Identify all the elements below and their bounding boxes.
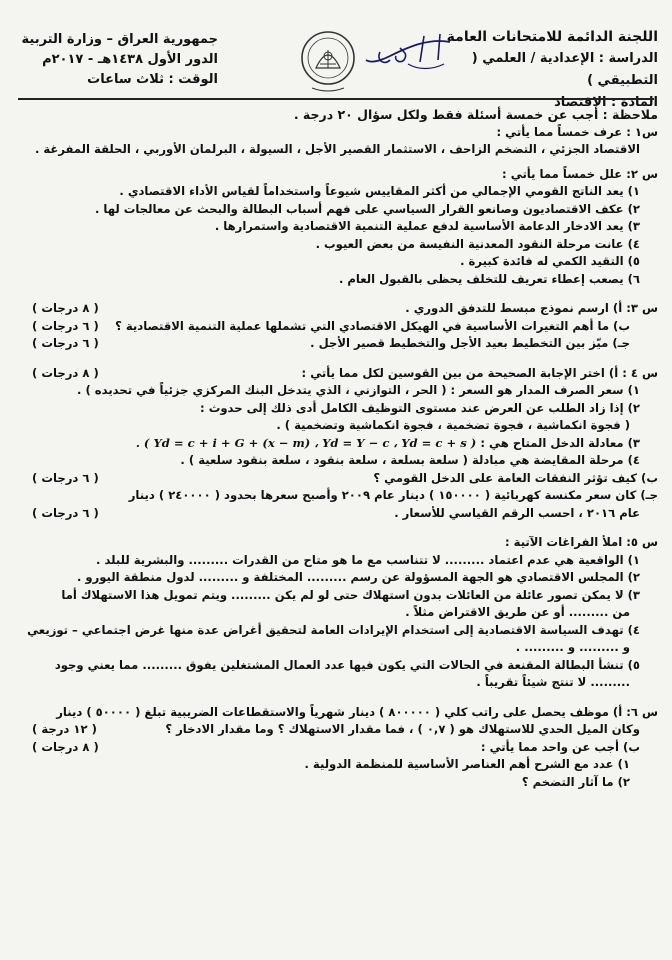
q5-line: ٥) تنشأ البطالة المقنعة في الحالات التي يكون فيها عدد العمال المشتغلين يفوق ......... مما يعني وجود xyxy=(54,657,640,672)
exam-body xyxy=(14,106,658,791)
q6-part-a-marks: ( ١٢ درجة ) xyxy=(32,722,97,736)
q2-item: ١) يعد الناتج القومي الإجمالي من أكثر المقاييس شيوعاً واستخداماً لقياس الأداء الاقتصادي . xyxy=(119,184,640,198)
q1-terms: الاقتصاد الجزئي ، التضخم الزاحف ، الاستثمار القصير الأجل ، السيولة ، البرلمان الأوربي ، الحلقة المفرغة . xyxy=(34,142,640,156)
ministry-seal-icon xyxy=(298,28,358,94)
q6-part-b-marks: ( ٨ درجات ) xyxy=(32,739,99,754)
q5-line: ١) الواقعية هي عدم اعتماد ......... لا تتناسب مع ما هو متاح من القدرات ......... والبشرية للبلد . xyxy=(96,552,640,567)
q4-item-2-options: ( فجوة انكماشية ، فجوة تضخمية ، فجوة انكماشية وتضخمية ) . xyxy=(276,418,630,432)
round-line: الدور الأول ١٤٣٨هـ - ٢٠١٧م xyxy=(42,52,218,67)
q4-part-c-line2 xyxy=(14,505,658,523)
q4-item-1: ١) سعر الصرف المدار هو السعر : ( الحر ، التوازني ، الذي يتدخل البنك المركزي جزئياً في تحديده ) . xyxy=(77,383,640,397)
q4-item-3-text: ٣) معادلة الدخل المتاح هي : xyxy=(480,435,640,450)
q6-part-a-line1: س ٦: أ) موظف يحصل على راتب كلي ( ٨٠٠٠٠٠ ) دينار شهرياً والاستقطاعات الضريبية تبلغ ( ٥٠٠٠٠ ) دينار xyxy=(56,704,658,719)
q3-part-b xyxy=(14,318,658,336)
q2-item: ٥) التقيد الكمي له فائدة كبيرة . xyxy=(460,254,640,268)
q4-item-3 xyxy=(14,435,658,453)
q6-part-b-item-2: ٢) ما آثار التضخم ؟ xyxy=(521,774,630,789)
header-divider xyxy=(18,98,654,100)
q2-item: ٦) يصعب إعطاء تعريف للتخلف يحظى بالقبول العام . xyxy=(338,271,640,286)
q3-part-c xyxy=(14,335,658,353)
q6-part-a-line2 xyxy=(14,721,658,739)
q3-part-c-marks: ( ٦ درجات ) xyxy=(32,336,99,350)
q4-part-c-line1: جـ) كان سعر مكنسة كهربائية ( ١٥٠٠٠٠ ) دينار عام ٢٠٠٩ وأصبح سعرها بحدود ( ٢٤٠٠٠٠ ) دينار xyxy=(128,488,658,502)
q3-part-b-marks: ( ٦ درجات ) xyxy=(32,318,99,333)
q6-part-b xyxy=(14,739,658,757)
q5-line: ٤) تهدف السياسة الاقتصادية إلى استخدام الإيرادات العامة لتحقيق أغراض عدة منها غرض اجتماعي – توزيعي xyxy=(27,622,640,637)
q4-part-b-marks: ( ٦ درجات ) xyxy=(32,470,99,485)
subject-line: المادة : الاقتصاد xyxy=(554,95,658,110)
q6-part-b-text: ب) أجب عن واحد مما يأتي : xyxy=(480,739,640,754)
q5-line: ٣) لا يمكن تصور عائلة من العائلات بدون استهلاك حتى لو لم يكن ......... ويتم تمويل هذا الاستهلاك أما xyxy=(61,587,640,602)
republic-line: جمهورية العراق – وزارة التربية xyxy=(21,32,218,47)
q4-part-c-text: عام ٢٠١٦ ، احسب الرقم القياسي للأسعار . xyxy=(394,505,640,520)
q6-part-a-text: وكان الميل الحدي للاستهلاك هو ( ٠,٧ ) ، فما مقدار الاستهلاك ؟ وما مقدار الادخار ؟ xyxy=(165,722,640,736)
handwritten-mark xyxy=(360,30,460,74)
q2-title: س ٢: علل خمساً مما يأتي : xyxy=(502,166,658,181)
header-left xyxy=(18,30,218,90)
q4-title-marks: ( ٨ درجات ) xyxy=(32,365,99,380)
q3-part-c-text: جـ) ميّز بين التخطيط بعيد الأجل والتخطيط قصير الأجل . xyxy=(310,336,630,350)
q4-part-b-text: ب) كيف تؤثر النفقات العامة على الدخل القومي ؟ xyxy=(373,470,658,485)
q3-part-a-marks: ( ٨ درجات ) xyxy=(32,301,99,315)
study-line: الدراسة : الإعدادية / العلمي ( التطبيقي ) xyxy=(471,51,658,88)
q2-item: ٢) عكف الاقتصاديون وصانعو القرار السياسي على فهم أسباب البطالة والبحث عن معالجات لها . xyxy=(94,201,640,216)
q4-title: س ٤ : أ) اختر الإجابة الصحيحة من بين القوسين لكل مما يأتي : xyxy=(301,365,658,380)
q3-part-a-text: س ٣: أ) ارسم نموذج مبسط للتدفق الدوري . xyxy=(405,301,658,315)
committee-title: اللجنة الدائمة للامتحانات العامة xyxy=(446,29,658,45)
q4-item-4: ٤) مرحلة المقايضة هي مبادلة ( سلعة بسلعة ، سلعة بنقود ، سلعة بنقود سلعية ) . xyxy=(180,453,640,467)
q4-item-2: ٢) إذا زاد الطلب عن العرض عند مستوى التوظيف الكامل أدى ذلك إلى حدوث : xyxy=(200,400,640,415)
exam-note: ملاحظة : أجب عن خمسة أسئلة فقط ولكل سؤال ٢٠ درجة . xyxy=(293,107,658,122)
q4-title-row xyxy=(14,365,658,383)
q5-line: و ......... و ......... . xyxy=(515,640,630,654)
q2-item: ٤) عانت مرحلة النقود المعدنية النفيسة من بعض العيوب . xyxy=(315,236,640,251)
q4-part-c-marks: ( ٦ درجات ) xyxy=(32,505,99,520)
q5-line: ٢) المجلس الاقتصادي هو الجهة المسؤولة عن رسم ......... المختلفة و ......... لدول منطقة اليورو . xyxy=(76,570,640,584)
q5-line: من ......... أو عن طريق الاقتراض مثلاً . xyxy=(405,605,630,619)
q2-item: ٣) يعد الادخار الدعامة الأساسية لدفع عملية التنمية الاقتصادية واستمرارها . xyxy=(214,219,640,233)
q3-part-a xyxy=(14,300,658,318)
q4-part-b xyxy=(14,470,658,488)
q5-title: س ٥: املأ الفراغات الآتية : xyxy=(504,535,658,549)
time-line: الوقت : ثلاث ساعات xyxy=(87,72,218,87)
q5-line: ......... لا تنتج شيئاً تقريباً . xyxy=(476,675,630,689)
q1-title: س١ : عرف خمساً مما يأتي : xyxy=(496,124,658,139)
q6-part-b-item-1: ١) عدد مع الشرح أهم العناصر الأساسية للمنظمة الدولية . xyxy=(304,757,630,771)
q4-item-3-formula: ( Yd = c + i + G + (x − m) ، Yd = Y − c ، Yd = c + s ) . xyxy=(135,435,477,450)
q3-part-b-text: ب) ما أهم التغيرات الأساسية في الهيكل الاقتصادي التي تشملها عملية التنمية الاقتصادية ؟ xyxy=(115,318,630,333)
